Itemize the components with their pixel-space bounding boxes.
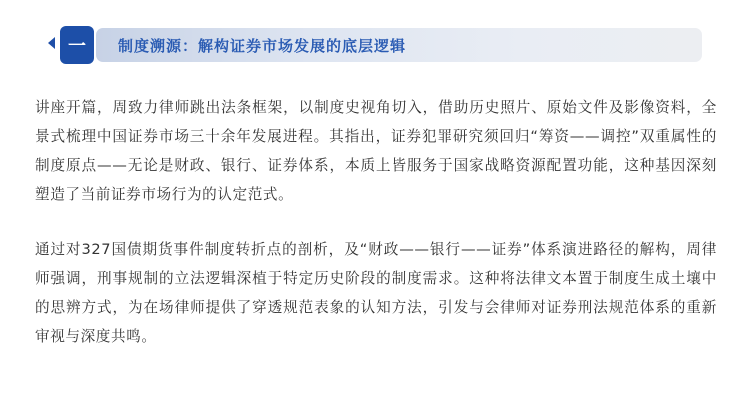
paragraph-2: 通过对327国债期货事件制度转折点的剖析，及“财政——银行——证券”体系演进路径的解构，周律师强调，刑事规制的立法逻辑深植于特定历史阶段的制度需求。这种将法律文本置于制度生成土壤中的思辨方式，为在场律师提供了穿透规范表象的认知方法，引发与会律师对证券刑法规范体系的重新审视与深度共鸣。 [35,241,717,345]
section-header [46,26,702,64]
paragraph-1: 讲座开篇，周致力律师跳出法条框架，以制度史视角切入，借助历史照片、原始文件及影像资料，全景式梳理中国证券市场三十余年发展进程。其指出，证券犯罪研究须回归“筹资——调控”双重属性的制度原点——无论是财政、银行、证券体系，本质上皆服务于国家战略资源配置功能，这种基因深刻塑造了当前证券市场行为的认定范式。 [35,99,717,203]
article-body [35,93,717,351]
triangle-left-icon [48,37,55,49]
section-number-badge: 一 [60,26,94,64]
section-title: 制度溯源：解构证券市场发展的底层逻辑 [118,37,407,55]
